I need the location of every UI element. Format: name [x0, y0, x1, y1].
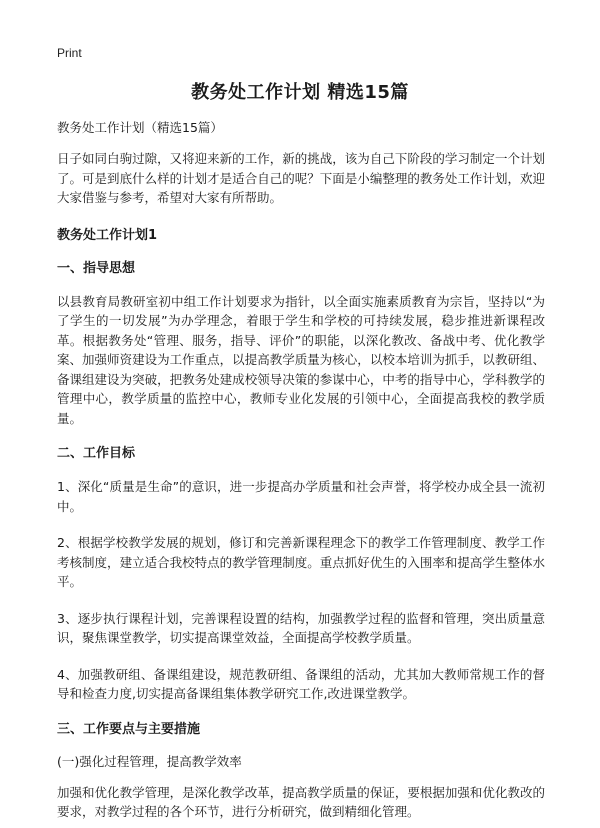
sub-heading-process-management: (一)强化过程管理，提高教学效率: [57, 753, 242, 769]
goal-item-3: 3、逐步执行课程计划，完善课程设置的结构，加强教学过程的监督和管理，突出质量意识，聚焦课堂教学，切实提高课堂效益，全面提高学校教学质量。: [57, 610, 545, 645]
goal-item-1: 1、深化“质量是生命”的意识，进一步提高办学质量和社会声誉，将学校办成全县一流初中。: [57, 479, 545, 514]
section-heading-guiding-thought: 一、指导思想: [57, 260, 136, 276]
intro-paragraph: 日子如同白驹过隙，又将迎来新的工作，新的挑战，该为自己下阶段的学习制定一个计划了。可是到底什么样的计划才是适合自己的呢？下面是小编整理的教务处工作计划，欢迎大家借鉴与参考，希望对大家有所帮助。: [57, 151, 545, 205]
goal-item-2: 2、根据学校教学发展的规划，修订和完善新课程理念下的教学工作管理制度、教学工作考核制度，建立适合我校特点的教学管理制度。重点抓好优生的入围率和提高学生整体水平。: [57, 535, 545, 589]
section-heading-key-points: 三、工作要点与主要措施: [57, 721, 201, 737]
print-link[interactable]: Print: [57, 46, 82, 60]
document-subtitle: 教务处工作计划（精选15篇）: [57, 120, 223, 135]
document-body: [57, 119, 545, 822]
guiding-thought-paragraph: 以县教育局教研室初中组工作计划要求为指针，以全面实施素质教育为宗旨，坚持以“为了学生的一切发展”为办学理念，着眼于学生和学校的可持续发展，稳步推进新课程改革。根据教务处“管理、服务，指导、评价”的职能，以深化教改、备战中考、优化教学案、加强师资建设为工作重点，以提高教学质量为核心，以校本培训为抓手，以教研组、备课组建设为突破，把教务处建成校领导决策的参谋中心，中考的指导中心，学科教学的管理中心，教学质量的监控中心，教师专业化发展的引领中心，全面提高我校的教学质量。: [57, 293, 545, 426]
goal-item-4: 4、加强教研组、备课组建设，规范教研组、备课组的活动，尤其加大教师常规工作的督导和检查力度,切实提高备课组集体教学研究工作,改进课堂教学。: [57, 666, 545, 701]
page-title: 教务处工作计划 精选15篇: [191, 82, 409, 103]
section-heading-work-goals: 二、工作目标: [57, 446, 136, 461]
plan-heading: 教务处工作计划1: [57, 227, 158, 243]
process-management-paragraph: 加强和优化教学管理，是深化教学改革，提高教学质量的保证，要根据加强和优化教改的要求，对教学过程的各个环节，进行分析研究，做到精细化管理。: [57, 784, 545, 819]
